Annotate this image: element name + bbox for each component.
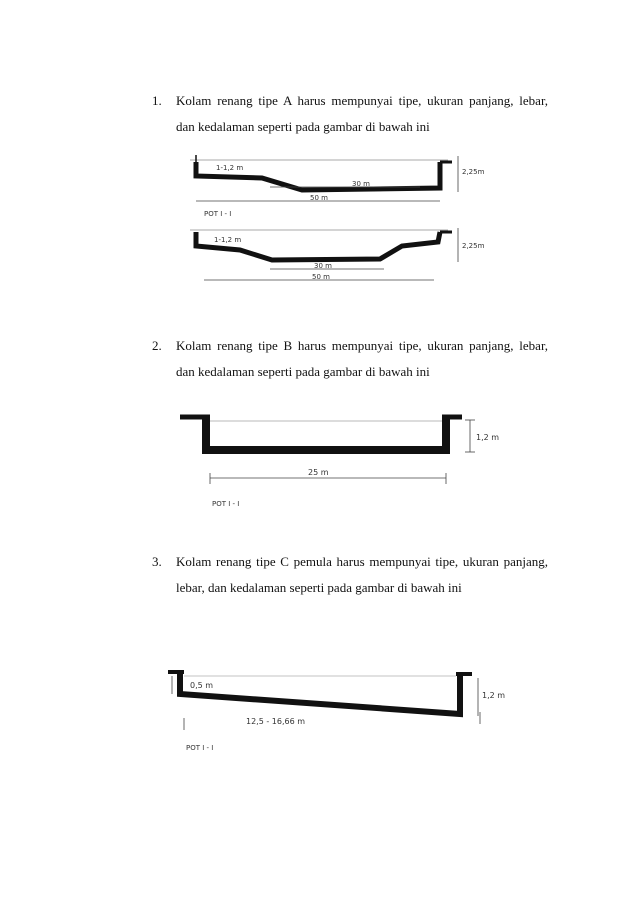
- item-text-line-1: Kolam renang tipe B harus mempunyai tipe, ukuran panjang, lebar,: [176, 338, 548, 353]
- pool-c-profile: [180, 672, 460, 714]
- item-text-line-1: Kolam renang tipe C pemula harus mempunyai tipe, ukuran panjang,: [176, 554, 548, 569]
- item-number: 3.: [152, 554, 162, 569]
- pool-c-length: 12,5 - 16,66 m: [246, 717, 306, 726]
- pool-b-depth: 1,2 m: [476, 433, 500, 442]
- item-text-line-1: Kolam renang tipe A harus mempunyai tipe, ukuran panjang, lebar,: [176, 93, 548, 108]
- pool-c-deep-depth: 1,2 m: [482, 691, 506, 700]
- item-number: 1.: [152, 93, 162, 108]
- pool-b-section-label: POT I - I: [212, 500, 240, 508]
- pool-a-bottom-flat-length: 30 m: [314, 262, 332, 270]
- pool-a-top-flat-length: 30 m: [352, 180, 370, 188]
- pool-a-top-shallow-depth: 1-1,2 m: [216, 164, 244, 172]
- pool-b-length: 25 m: [308, 468, 329, 477]
- item-text-line-2: dan kedalaman seperti pada gambar di bawah ini: [176, 119, 430, 134]
- pool-a-bottom-depth: 2,25m: [462, 242, 485, 250]
- pool-a-top-total-length: 50 m: [310, 194, 328, 202]
- item-text-line-2: dan kedalaman seperti pada gambar di bawah ini: [176, 364, 430, 379]
- pool-c-shallow-depth: 0,5 m: [190, 681, 214, 690]
- pool-c-section-label: POT I - I: [186, 744, 214, 752]
- item-text-line-2: lebar, dan kedalaman seperti pada gambar di bawah ini: [176, 580, 462, 595]
- item-number: 2.: [152, 338, 162, 353]
- pool-a-bottom-shallow-depth: 1-1,2 m: [214, 236, 242, 244]
- pool-a-section-label: POT I - I: [204, 210, 232, 218]
- pool-a-bottom-total-length: 50 m: [312, 273, 330, 281]
- pool-a-top-depth: 2,25m: [462, 168, 485, 176]
